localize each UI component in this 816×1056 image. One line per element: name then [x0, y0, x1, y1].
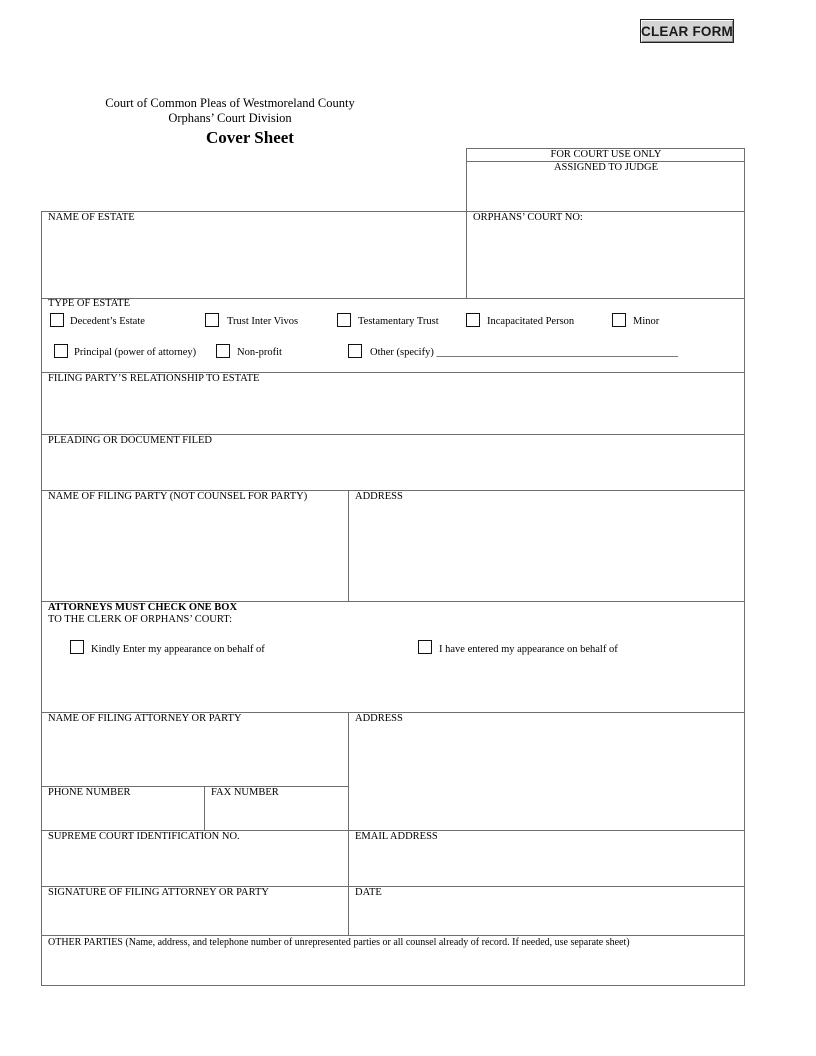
phone-number-label: PHONE NUMBER: [48, 787, 131, 798]
assigned-judge-field[interactable]: [468, 176, 743, 210]
relationship-label: FILING PARTY’S RELATIONSHIP TO ESTATE: [48, 373, 260, 384]
principal-label: Principal (power of attorney): [74, 347, 197, 358]
email-address-field[interactable]: [351, 845, 743, 884]
pleading-field[interactable]: [44, 449, 743, 488]
pleading-label: PLEADING OR DOCUMENT FILED: [48, 435, 213, 446]
minor-label: Minor: [633, 316, 660, 327]
fax-number-label: FAX NUMBER: [211, 787, 279, 798]
clear-form-button[interactable]: CLEAR FORM: [640, 19, 734, 43]
testamentary-trust-checkbox[interactable]: [337, 313, 351, 327]
type-of-estate-label: TYPE OF ESTATE: [48, 298, 130, 309]
incapacitated-person-checkbox[interactable]: [466, 313, 480, 327]
other-parties-field[interactable]: [44, 950, 743, 983]
phone-number-field[interactable]: [44, 801, 202, 828]
court-use-title: FOR COURT USE ONLY: [550, 149, 662, 160]
trust-inter-vivos-checkbox[interactable]: [205, 313, 219, 327]
court-name: Court of Common Pleas of Westmoreland County: [105, 96, 355, 110]
kindly-enter-appearance-checkbox[interactable]: [70, 640, 84, 654]
decedent-estate-checkbox[interactable]: [50, 313, 64, 327]
principal-checkbox[interactable]: [54, 344, 68, 358]
filing-party-name-field[interactable]: [44, 505, 346, 599]
to-clerk-label: TO THE CLERK OF ORPHANS’ COURT:: [48, 614, 233, 625]
court-division: Orphans’ Court Division: [168, 111, 292, 125]
email-address-label: EMAIL ADDRESS: [355, 831, 438, 842]
filing-party-address-field[interactable]: [351, 505, 743, 599]
page-title: Cover Sheet: [206, 128, 294, 147]
divider: [41, 211, 42, 986]
kindly-enter-appearance-label: Kindly Enter my appearance on behalf of: [91, 644, 265, 655]
divider: [41, 298, 745, 299]
divider: [348, 490, 349, 601]
assigned-judge-label: ASSIGNED TO JUDGE: [553, 162, 659, 173]
name-of-estate-label: NAME OF ESTATE: [48, 212, 135, 223]
testamentary-trust-label: Testamentary Trust: [358, 316, 439, 327]
attorneys-heading: ATTORNEYS MUST CHECK ONE BOX: [48, 602, 238, 613]
other-checkbox[interactable]: [348, 344, 362, 358]
fax-number-field[interactable]: [207, 801, 346, 828]
supreme-court-id-label: SUPREME COURT IDENTIFICATION NO.: [48, 831, 240, 842]
divider: [348, 712, 349, 936]
name-of-estate-field[interactable]: [44, 226, 464, 296]
date-label: DATE: [355, 887, 382, 898]
nonprofit-checkbox[interactable]: [216, 344, 230, 358]
other-specify-label: Other (specify) ______________________________________________: [370, 347, 678, 358]
orphans-court-no-label: ORPHANS’ COURT NO:: [473, 212, 583, 223]
appearance-behalf-field[interactable]: [44, 662, 743, 710]
signature-label: SIGNATURE OF FILING ATTORNEY OR PARTY: [48, 887, 269, 898]
relationship-field[interactable]: [44, 387, 743, 432]
supreme-court-id-field[interactable]: [44, 845, 346, 884]
filing-party-name-label: NAME OF FILING PARTY (NOT COUNSEL FOR PARTY): [48, 491, 308, 502]
attorney-name-field[interactable]: [44, 727, 346, 784]
divider: [204, 786, 205, 830]
orphans-court-no-field[interactable]: [469, 226, 743, 296]
divider: [41, 935, 745, 936]
signature-field[interactable]: [44, 901, 346, 933]
date-field[interactable]: [351, 901, 743, 933]
trust-inter-vivos-label: Trust Inter Vivos: [227, 316, 299, 327]
attorney-address-label: ADDRESS: [355, 713, 403, 724]
divider: [41, 985, 745, 986]
minor-checkbox[interactable]: [612, 313, 626, 327]
other-specify-field[interactable]: [438, 342, 662, 358]
attorney-name-label: NAME OF FILING ATTORNEY OR PARTY: [48, 713, 242, 724]
filing-party-address-label: ADDRESS: [355, 491, 403, 502]
nonprofit-label: Non-profit: [237, 347, 282, 358]
incapacitated-person-label: Incapacitated Person: [487, 316, 575, 327]
divider: [744, 148, 745, 986]
decedent-estate-label: Decedent’s Estate: [70, 316, 145, 327]
entered-appearance-label: I have entered my appearance on behalf of: [439, 644, 618, 655]
attorney-address-field[interactable]: [351, 727, 743, 828]
divider: [41, 211, 745, 212]
other-parties-label: OTHER PARTIES (Name, address, and telephone number of unrepresented parties or all counsel already of record. If needed, use separate sheet): [48, 937, 630, 948]
entered-appearance-checkbox[interactable]: [418, 640, 432, 654]
